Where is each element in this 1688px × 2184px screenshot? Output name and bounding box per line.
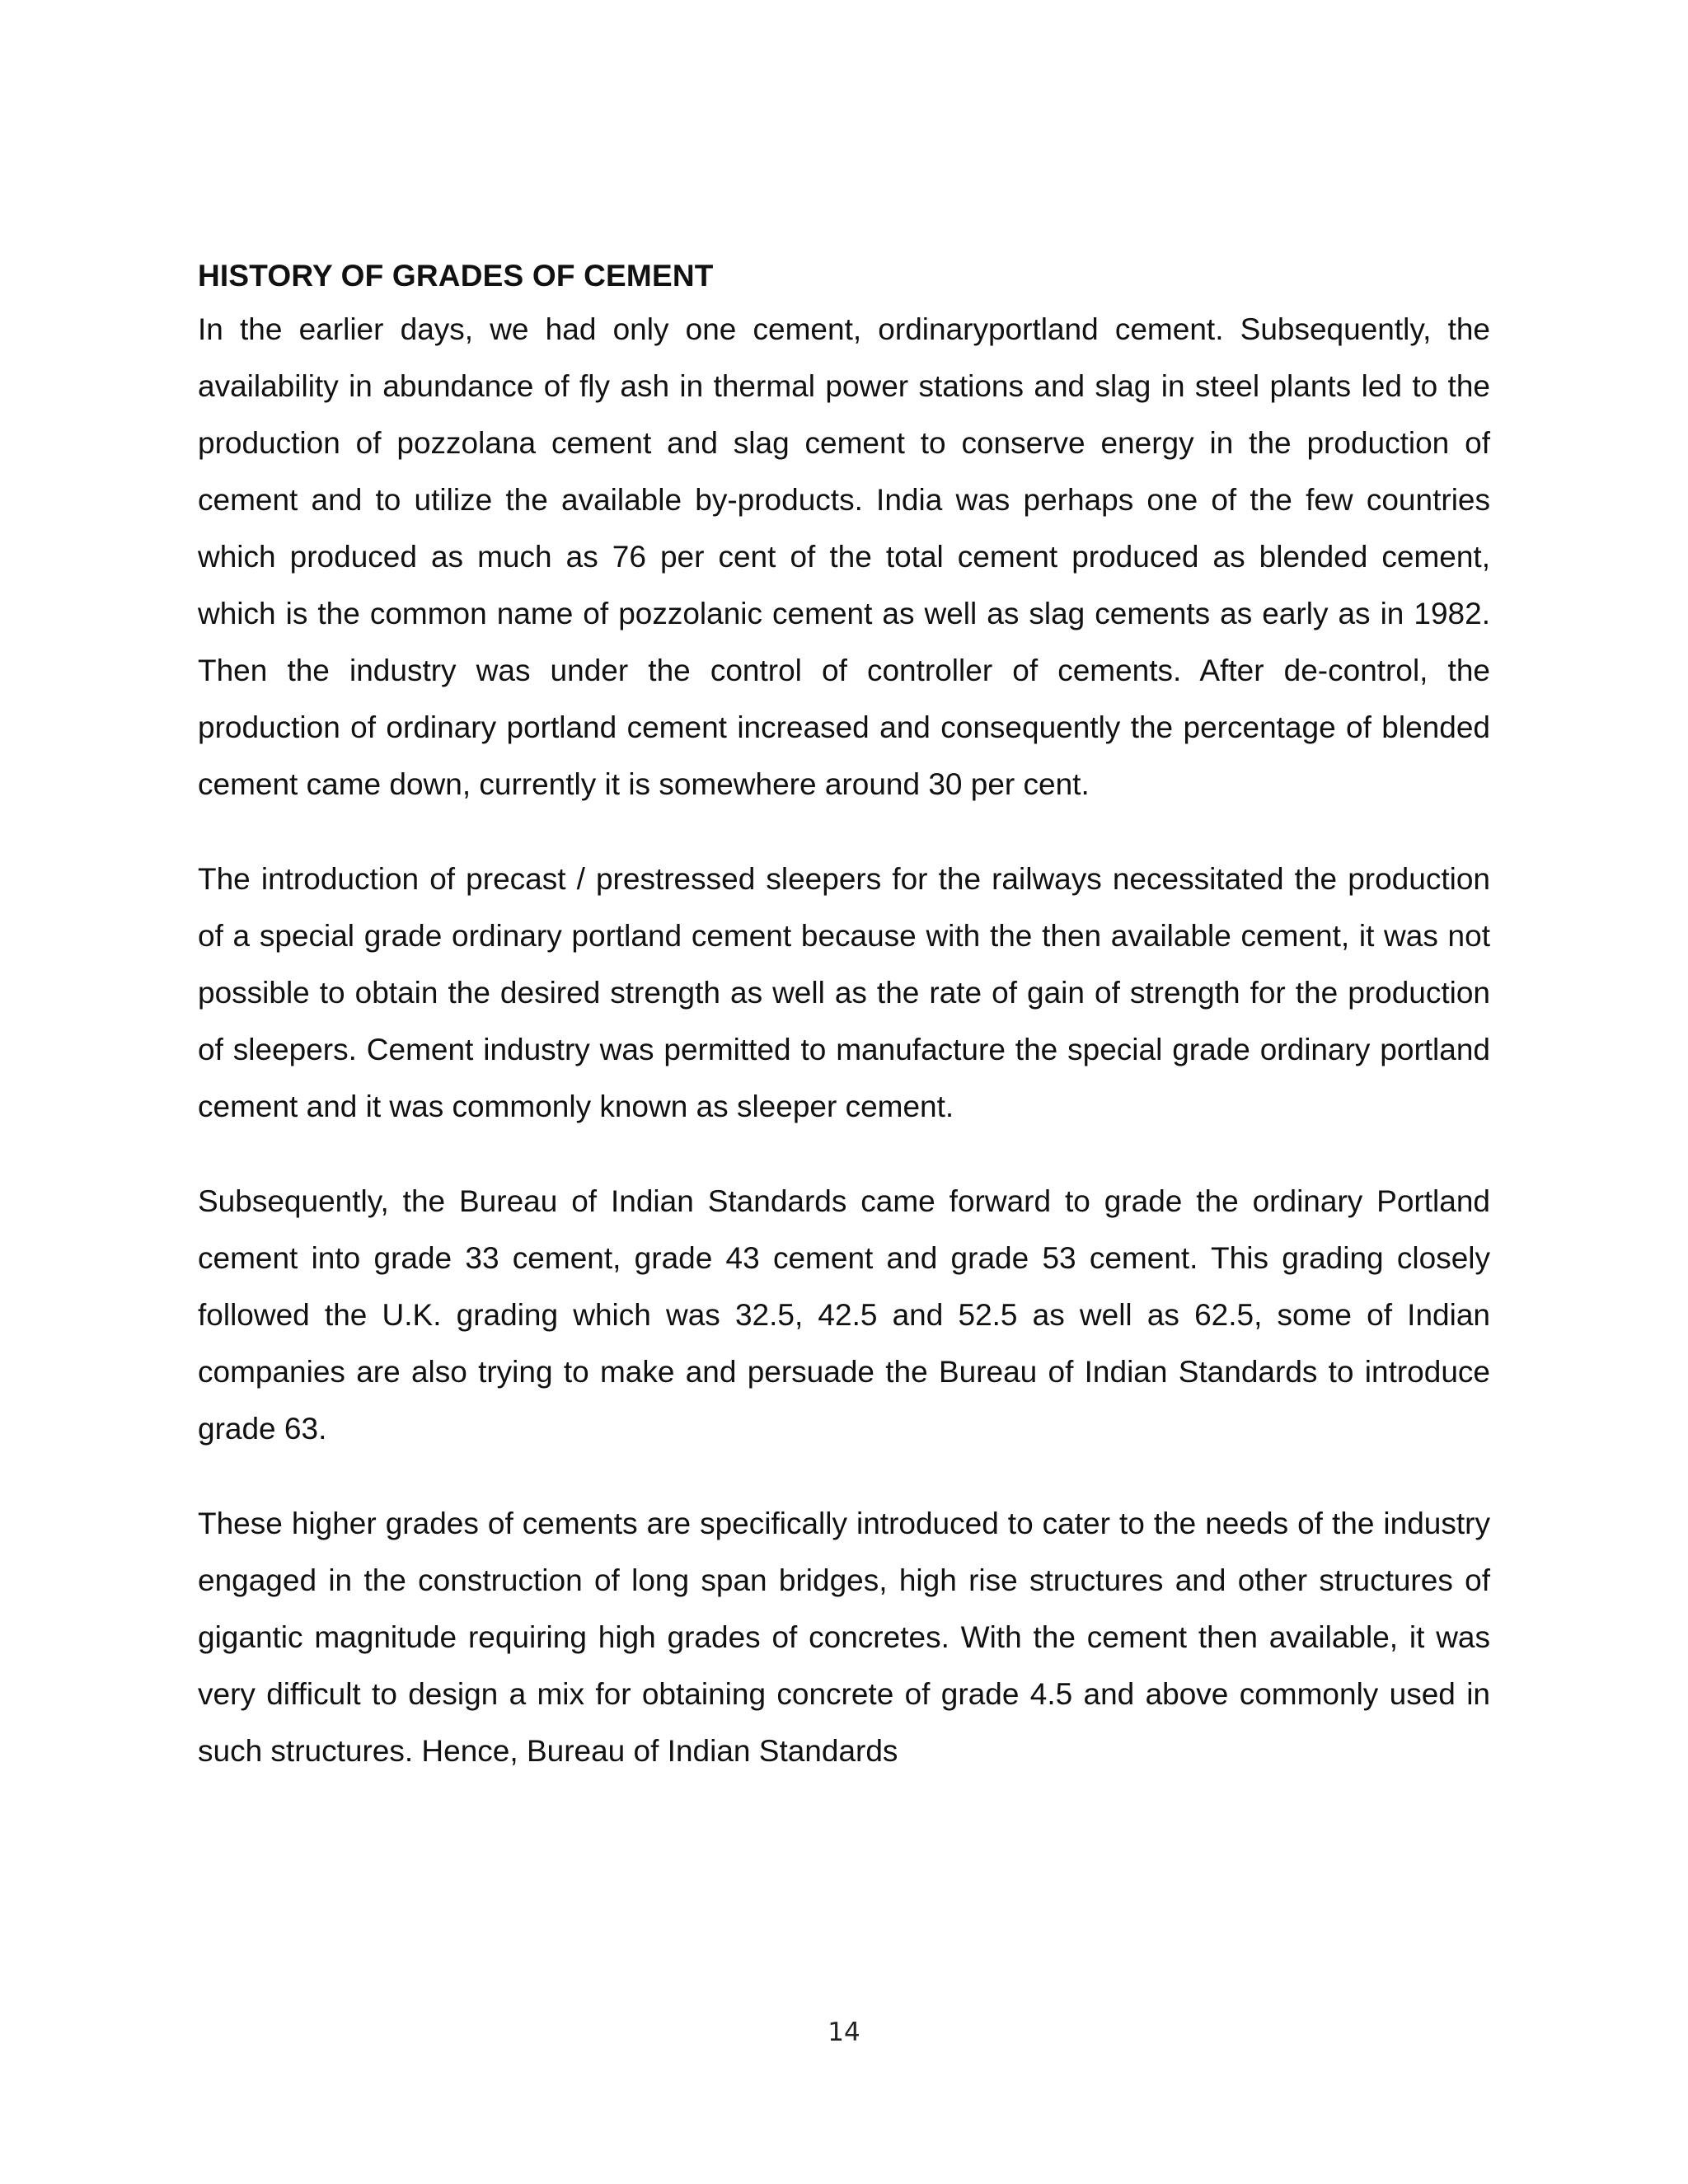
paragraph-2: The introduction of precast / prestressed sleepers for the railways necessitated the production of a special grade ordinary portland cement because with the then available cement, it was not possible to obtain the desired strength as well as the rate of gain of strength for the production of sleepers. Cement industry was permitted to manufacture the special grade ordinary portland cement and it was commonly known as sleeper cement. [198, 862, 1490, 1123]
page-number: 14 [828, 2018, 860, 2047]
paragraph-4: These higher grades of cements are specifically introduced to cater to the needs of the industry engaged in the construction of long span bridges, high rise structures and other structures of gigantic magnitude requiring high grades of concretes. With the cement then available, it was very difficult to design a mix for obtaining concrete of grade 4.5 and above commonly used in such structures. Hence, Bureau of Indian Standards [198, 1507, 1490, 1768]
paragraph-1: In the earlier days, we had only one cement, ordinaryportland cement. Subsequently, the availability in abundance of fly ash in thermal power stations and slag in steel plants led to the production of pozzolana cement and slag cement to conserve energy in the production of cement and to utilize the available by-products. India was perhaps one of the few countries which produced as much as 76 per cent of the total cement produced as blended cement, which is the common name of pozzolanic cement as well as slag cements as early as in 1982. Then the industry was under the control of controller of cements. After de-control, the production of ordinary portland cement increased and consequently the percentage of blended cement came down, currently it is somewhere around 30 per cent. [198, 312, 1490, 801]
paragraph-3: Subsequently, the Bureau of Indian Standards came forward to grade the ordinary Portland cement into grade 33 cement, grade 43 cement and grade 53 cement. This grading closely followed the U.K. grading which was 32.5, 42.5 and 52.5 as well as 62.5, some of Indian companies are also trying to make and persuade the Bureau of Indian Standards to introduce grade 63. [198, 1184, 1490, 1446]
page-title: HISTORY OF GRADES OF CEMENT [198, 259, 714, 293]
page-content [198, 251, 1490, 1779]
